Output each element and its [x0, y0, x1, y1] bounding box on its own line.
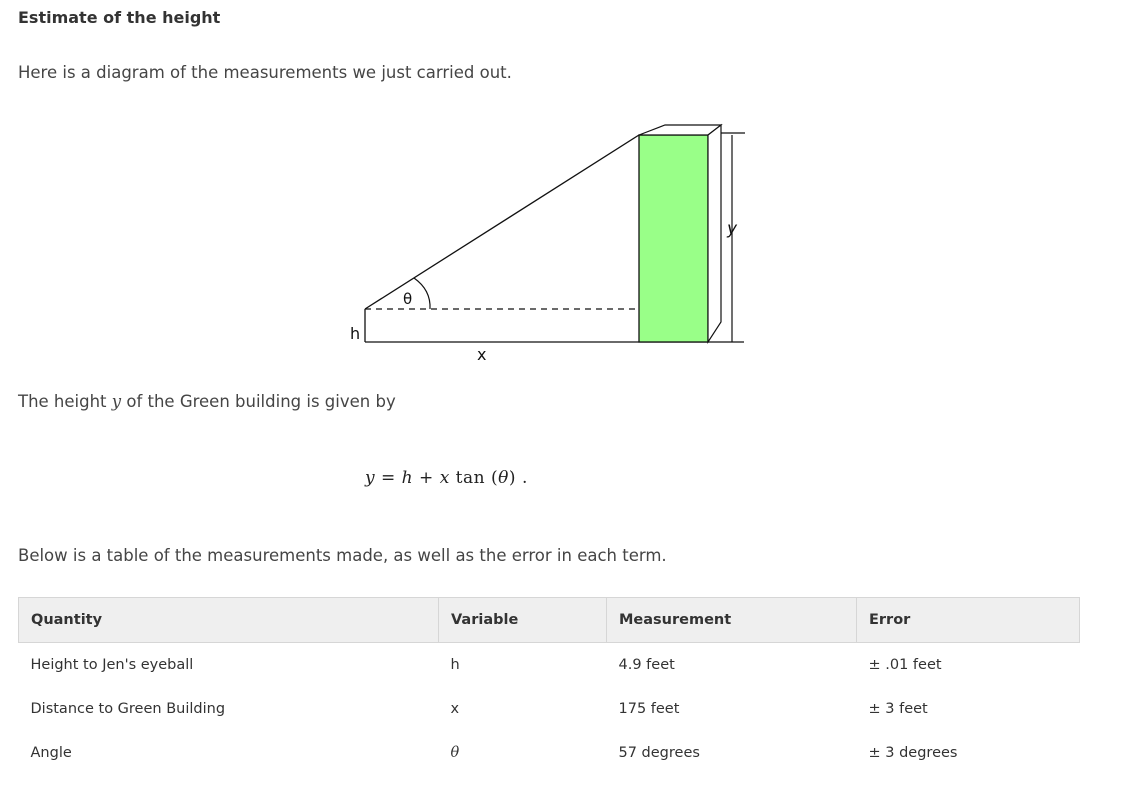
eq-close-paren: ): [508, 468, 517, 488]
label-x: x: [477, 345, 487, 364]
table-header-row: [19, 598, 1080, 643]
cell-measurement: 175 feet: [618, 701, 680, 717]
label-theta: θ: [403, 290, 413, 308]
eq-plus: +: [413, 468, 440, 488]
header-variable: Variable: [439, 598, 607, 643]
label-h: h: [350, 324, 361, 343]
eq-theta: θ: [498, 468, 509, 488]
table-intro: Below is a table of the measurements made, as well as the error in each term.: [18, 546, 667, 565]
cell-error: ± 3 feet: [868, 701, 928, 717]
label-y: y: [727, 219, 738, 239]
sight-line: [365, 135, 639, 309]
cell-quantity: Height to Jen's eyeball: [30, 657, 194, 673]
cell-variable: h: [450, 657, 460, 673]
table-row: [19, 687, 1080, 731]
cell-quantity: Distance to Green Building: [30, 701, 226, 717]
cell-measurement: 57 degrees: [618, 745, 700, 761]
cell-quantity: Angle: [30, 745, 72, 761]
cell-error: ± 3 degrees: [868, 745, 958, 761]
height-text-before: The height: [18, 392, 112, 411]
height-description: [18, 392, 396, 411]
header-error: Error: [857, 598, 1080, 643]
eq-h: h: [401, 468, 414, 488]
angle-arc: [414, 278, 430, 309]
measurements-table: [18, 597, 1080, 775]
height-variable: y: [111, 392, 122, 411]
header-measurement: Measurement: [607, 598, 857, 643]
cell-variable: x: [450, 701, 460, 717]
eq-tan: tan: [449, 468, 492, 488]
height-equation: [365, 468, 528, 488]
header-quantity: Quantity: [19, 598, 439, 643]
cell-measurement: 4.9 feet: [618, 657, 675, 673]
eq-y: y: [365, 468, 376, 488]
green-building: [639, 135, 708, 342]
height-text-after: of the Green building is given by: [121, 392, 396, 411]
eq-equals: =: [375, 468, 402, 488]
page-title: Estimate of the height: [18, 8, 221, 27]
eq-x: x: [439, 468, 450, 488]
cell-error: ± .01 feet: [868, 657, 942, 673]
eq-period: .: [516, 468, 528, 488]
eq-open-paren: (: [491, 468, 499, 488]
building-side: [708, 125, 721, 342]
cell-variable: θ: [450, 745, 460, 761]
intro-text: Here is a diagram of the measurements we just carried out.: [18, 63, 512, 82]
building-top: [639, 125, 721, 135]
measurement-diagram: [0, 0, 1127, 380]
table-row: [19, 731, 1080, 775]
table-row: [19, 643, 1080, 688]
